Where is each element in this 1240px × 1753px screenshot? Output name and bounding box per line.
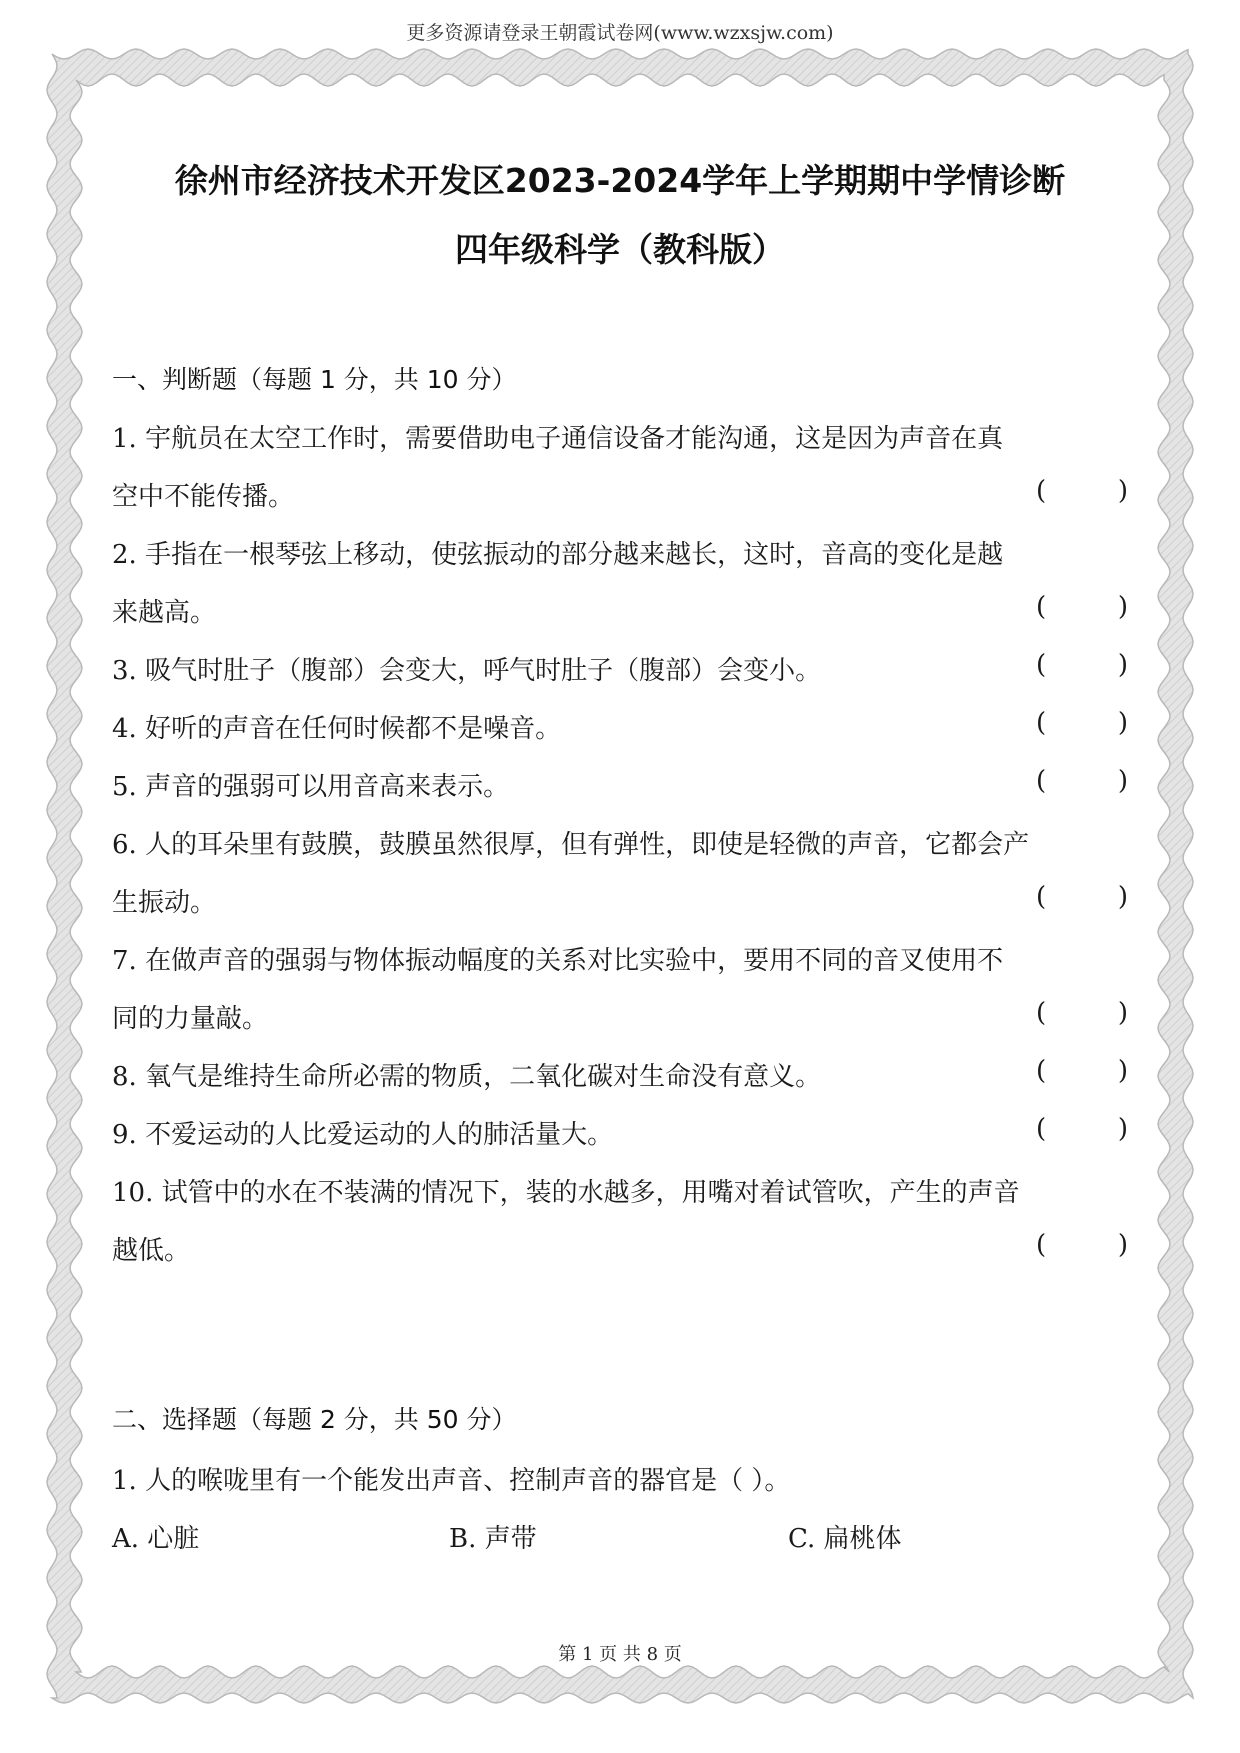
tf-question-text: 8. 氧气是维持生命所必需的物质，二氧化碳对生命没有意义。 xyxy=(112,1062,822,1092)
answer-blank[interactable] xyxy=(1036,1230,1128,1260)
tf-question-8 xyxy=(112,1056,1128,1093)
tf-question-7 xyxy=(112,940,1128,977)
tf-question-2-continued xyxy=(112,592,1128,629)
tf-question-text: 7. 在做声音的强弱与物体振动幅度的关系对比实验中，要用不同的音叉使用不 xyxy=(112,946,1004,976)
answer-blank-open: ( xyxy=(1036,1114,1047,1144)
answer-blank[interactable] xyxy=(1036,882,1128,912)
answer-blank-close: ) xyxy=(1117,1114,1128,1144)
exam-page xyxy=(112,150,1128,1554)
answer-blank-close: ) xyxy=(1117,708,1128,738)
answer-blank[interactable] xyxy=(1036,476,1128,506)
tf-question-4 xyxy=(112,708,1128,745)
section-heading-true-false: 一、判断题（每题 1 分，共 10 分） xyxy=(112,365,517,394)
tf-question-text: 5. 声音的强弱可以用音高来表示。 xyxy=(112,772,510,802)
answer-blank[interactable] xyxy=(1036,1056,1128,1086)
answer-blank-open: ( xyxy=(1036,476,1047,506)
answer-blank-open: ( xyxy=(1036,708,1047,738)
answer-blank[interactable] xyxy=(1036,650,1128,680)
answer-blank-open: ( xyxy=(1036,650,1047,680)
section-heading-multiple-choice: 二、选择题（每题 2 分，共 50 分） xyxy=(112,1405,517,1434)
tf-question-text: 2. 手指在一根琴弦上移动，使弦振动的部分越来越长，这时，音高的变化是越 xyxy=(112,540,1004,570)
tf-question-text-continued: 空中不能传播。 xyxy=(112,482,295,512)
answer-blank[interactable] xyxy=(1036,998,1128,1028)
tf-question-10 xyxy=(112,1172,1128,1209)
tf-question-6 xyxy=(112,824,1128,861)
answer-blank-open: ( xyxy=(1036,998,1047,1028)
tf-question-6-continued xyxy=(112,882,1128,919)
tf-question-text: 1. 宇航员在太空工作时，需要借助电子通信设备才能沟通，这是因为声音在真 xyxy=(112,424,1004,454)
answer-blank[interactable] xyxy=(1036,1114,1128,1144)
tf-question-10-continued xyxy=(112,1230,1128,1267)
tf-question-1-continued xyxy=(112,476,1128,513)
tf-question-text: 6. 人的耳朵里有鼓膜，鼓膜虽然很厚，但有弹性，即使是轻微的声音，它都会产 xyxy=(112,830,1030,860)
tf-question-text: 4. 好听的声音在任何时候都不是噪音。 xyxy=(112,714,562,744)
answer-blank-close: ) xyxy=(1117,998,1128,1028)
page-footer: 第 1 页 共 8 页 xyxy=(558,1644,682,1665)
tf-question-7-continued xyxy=(112,998,1128,1035)
choice-question-1: 1. 人的喉咙里有一个能发出声音、控制声音的器官是（ ）。 xyxy=(112,1466,791,1496)
answer-blank-close: ) xyxy=(1117,1056,1128,1086)
answer-blank[interactable] xyxy=(1036,592,1128,622)
tf-question-text: 10. 试管中的水在不装满的情况下，装的水越多，用嘴对着试管吹，产生的声音 xyxy=(112,1178,1020,1208)
tf-question-2 xyxy=(112,534,1128,571)
tf-question-text-continued: 生振动。 xyxy=(112,888,217,918)
answer-blank-close: ) xyxy=(1117,1230,1128,1260)
exam-title: 徐州市经济技术开发区2023-2024学年上学期期中学情诊断 xyxy=(174,161,1066,200)
tf-question-text-continued: 同的力量敲。 xyxy=(112,1004,269,1034)
answer-blank-open: ( xyxy=(1036,882,1047,912)
exam-subtitle: 四年级科学（教科版） xyxy=(455,230,785,269)
answer-blank-open: ( xyxy=(1036,1230,1047,1260)
option-c: C. 扁桃体 xyxy=(788,1524,902,1554)
answer-blank[interactable] xyxy=(1036,708,1128,738)
answer-blank-open: ( xyxy=(1036,1056,1047,1086)
answer-blank-open: ( xyxy=(1036,766,1047,796)
answer-blank-open: ( xyxy=(1036,592,1047,622)
watermark: 更多资源请登录王朝霞试卷网(www.wzxsjw.com) xyxy=(406,22,834,44)
tf-question-9 xyxy=(112,1114,1128,1151)
tf-question-text: 3. 吸气时肚子（腹部）会变大，呼气时肚子（腹部）会变小。 xyxy=(112,656,822,686)
tf-question-text-continued: 越低。 xyxy=(112,1236,191,1266)
answer-blank-close: ) xyxy=(1117,476,1128,506)
answer-blank-close: ) xyxy=(1117,650,1128,680)
answer-blank-close: ) xyxy=(1117,882,1128,912)
answer-blank[interactable] xyxy=(1036,766,1128,796)
answer-blank-close: ) xyxy=(1117,592,1128,622)
tf-question-1 xyxy=(112,418,1128,455)
answer-blank-close: ) xyxy=(1117,766,1128,796)
option-a: A. 心脏 xyxy=(112,1524,200,1554)
option-b: B. 声带 xyxy=(449,1524,537,1554)
tf-question-3 xyxy=(112,650,1128,687)
tf-question-text: 9. 不爱运动的人比爱运动的人的肺活量大。 xyxy=(112,1120,614,1150)
tf-question-5 xyxy=(112,766,1128,803)
tf-question-text-continued: 来越高。 xyxy=(112,598,217,628)
